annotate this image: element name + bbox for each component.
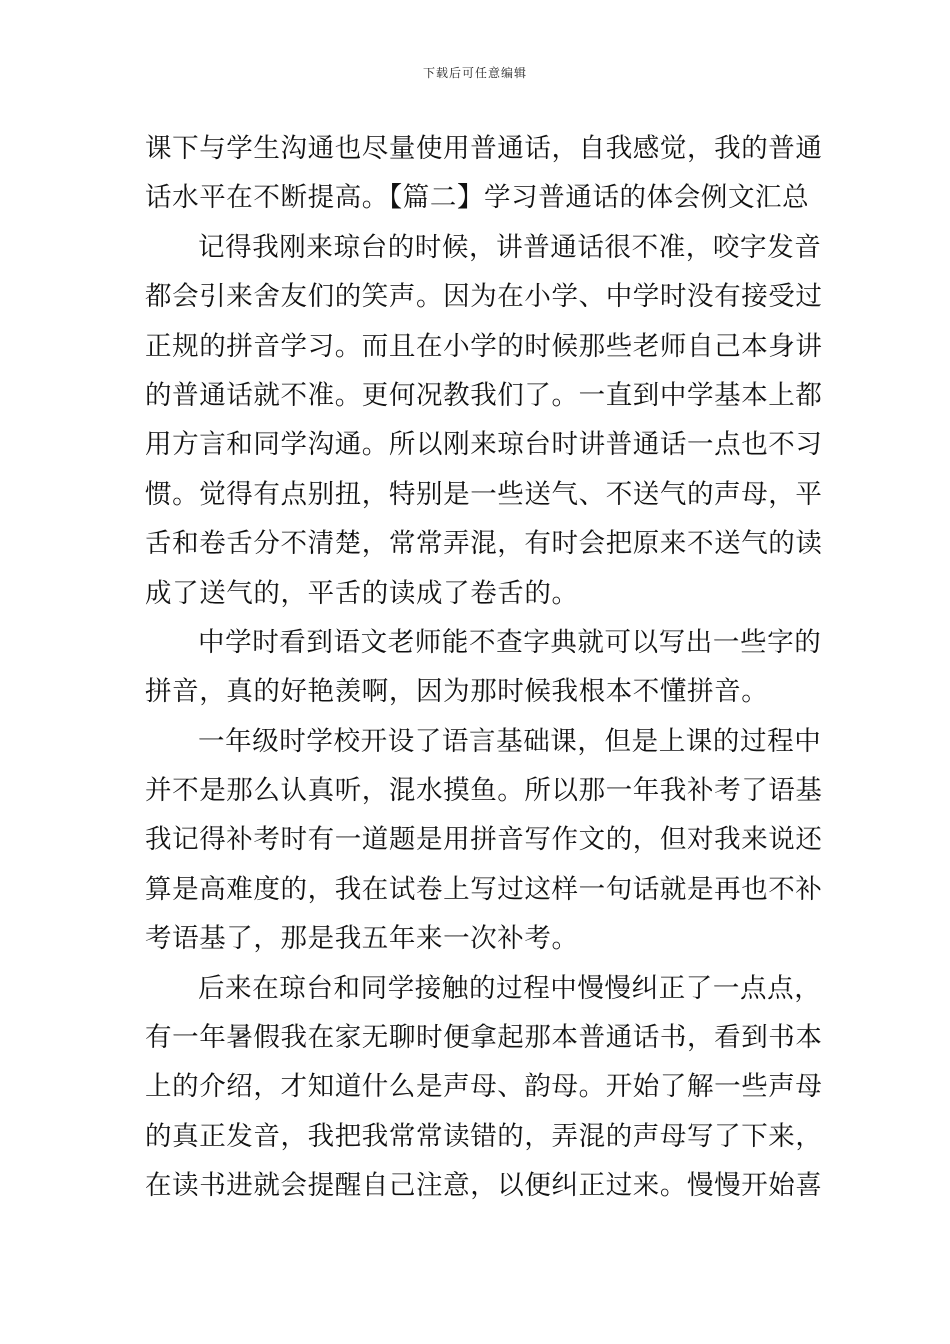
text-line: 上的介绍，才知道什么是声母、韵母。开始了解一些声母: [145, 1071, 823, 1103]
text-line: 都会引来舍友们的笑声。因为在小学、中学时没有接受过: [145, 281, 823, 313]
text-line: 成了送气的，平舌的读成了卷舌的。: [145, 577, 579, 609]
text-line: 考语基了，那是我五年来一次补考。: [145, 923, 579, 955]
text-line: 的普通话就不准。更何况教我们了。一直到中学基本上都: [145, 379, 823, 411]
text-line: 舌和卷舌分不清楚，常常弄混，有时会把原来不送气的读: [145, 528, 823, 560]
text-line: 我记得补考时有一道题是用拼音写作文的，但对我来说还: [145, 824, 823, 856]
text-line: 的真正发音，我把我常常读错的，弄混的声母写了下来，: [145, 1120, 823, 1152]
text-line: 中学时看到语文老师能不查字典就可以写出一些字的: [198, 626, 822, 658]
text-line: 话水平在不断提高。【篇二】学习普通话的体会例文汇总: [145, 182, 810, 214]
text-line: 在读书进就会提醒自己注意，以便纠正过来。慢慢开始喜: [145, 1170, 823, 1202]
text-line: 算是高难度的，我在试卷上写过这样一句话就是再也不补: [145, 873, 823, 905]
text-line: 记得我刚来琼台的时候，讲普通话很不准，咬字发音: [198, 231, 822, 263]
text-line: 正规的拼音学习。而且在小学的时候那些老师自己本身讲: [145, 330, 823, 362]
text-line: 拼音，真的好艳羡啊，因为那时候我根本不懂拼音。: [145, 676, 769, 708]
text-line: 用方言和同学沟通。所以刚来琼台时讲普通话一点也不习: [145, 429, 823, 461]
page-header: 下载后可任意编辑: [422, 66, 527, 80]
text-line: 并不是那么认真听，混水摸鱼。所以那一年我补考了语基: [145, 775, 823, 807]
text-line: 后来在琼台和同学接触的过程中慢慢纠正了一点点，: [198, 972, 822, 1004]
text-line: 惯。觉得有点别扭，特别是一些送气、不送气的声母，平: [145, 478, 823, 510]
document-body: [145, 124, 823, 1211]
text-line: 课下与学生沟通也尽量使用普通话，自我感觉，我的普通: [145, 133, 823, 164]
text-line: 一年级时学校开设了语言基础课，但是上课的过程中: [198, 725, 822, 757]
text-line: 有一年暑假我在家无聊时便拿起那本普通话书，看到书本: [145, 1022, 823, 1054]
